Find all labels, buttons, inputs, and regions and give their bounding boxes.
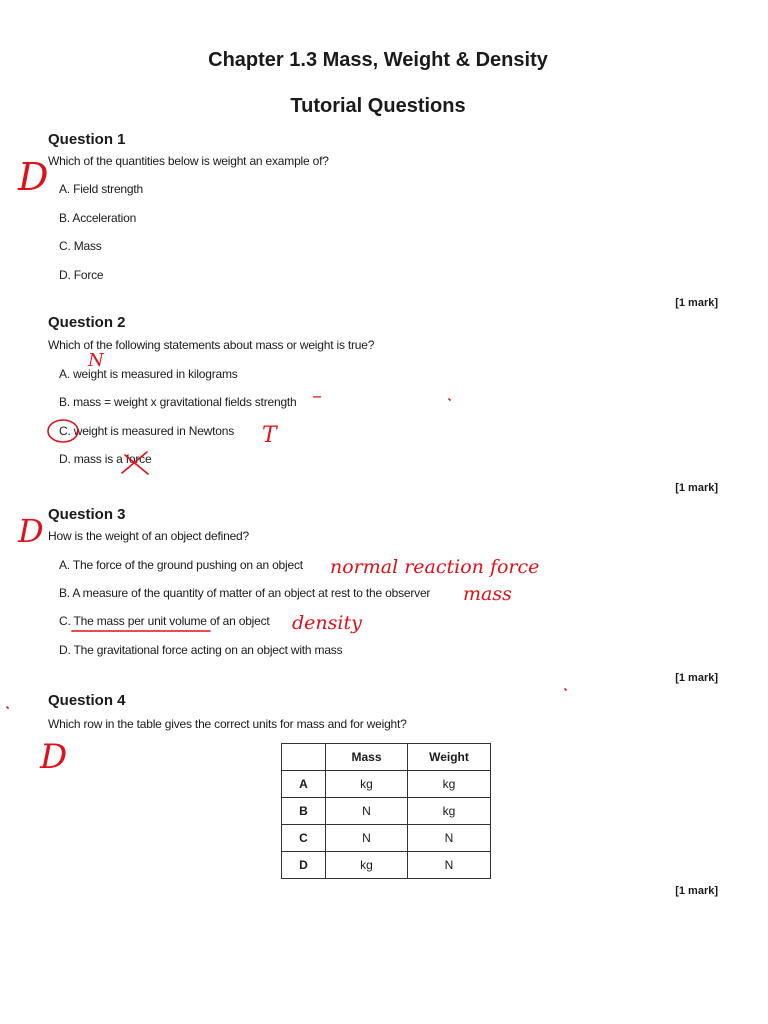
stray-ink-dots bbox=[7, 399, 566, 708]
q3-mass-annotation: mass bbox=[463, 583, 512, 605]
question-3-mark: [1 mark] bbox=[675, 672, 718, 684]
table-cell-weight: N bbox=[408, 825, 491, 852]
table-row bbox=[282, 825, 491, 852]
table-cell-mass: N bbox=[326, 798, 408, 825]
table-cell-mass: kg bbox=[326, 771, 408, 798]
question-3-text: How is the weight of an object defined? bbox=[48, 529, 249, 543]
question-1-option-b: B. Acceleration bbox=[59, 211, 137, 225]
question-3-option-b: B. A measure of the quantity of matter of an object at rest to the observer bbox=[59, 586, 431, 600]
question-2-option-d: D. mass is a force bbox=[59, 452, 152, 466]
q2-t-annotation: T bbox=[262, 423, 277, 448]
page-title: Chapter 1.3 Mass, Weight & Density bbox=[208, 49, 548, 71]
q2-dash-annotation: – bbox=[312, 383, 322, 407]
q3-normal-reaction-annotation: normal reaction force bbox=[330, 556, 540, 578]
table-row-label: B bbox=[282, 798, 326, 825]
question-1-mark: [1 mark] bbox=[675, 297, 718, 309]
table-cell-weight: kg bbox=[408, 798, 491, 825]
question-3-option-a: A. The force of the ground pushing on an object bbox=[59, 558, 303, 572]
q2-n-annotation: N bbox=[88, 350, 104, 371]
table-row bbox=[282, 798, 491, 825]
question-4-text: Which row in the table gives the correct units for mass and for weight? bbox=[48, 717, 407, 731]
q1-answer-annotation: D bbox=[18, 155, 49, 199]
table-row-label: A bbox=[282, 771, 326, 798]
question-1-text: Which of the quantities below is weight an example of? bbox=[48, 154, 329, 168]
table-cell-weight: N bbox=[408, 852, 491, 879]
question-2-mark: [1 mark] bbox=[675, 482, 718, 494]
page-subtitle: Tutorial Questions bbox=[290, 95, 466, 117]
table-cell-mass: N bbox=[326, 825, 408, 852]
table-header-weight: Weight bbox=[408, 744, 491, 771]
question-2-option-a: A. weight is measured in kilograms bbox=[59, 367, 238, 381]
question-2-option-c: C. weight is measured in Newtons bbox=[59, 424, 235, 438]
question-3-option-c: C. The mass per unit volume of an object bbox=[59, 614, 270, 628]
question-4-mark: [1 mark] bbox=[675, 885, 718, 897]
question-3-option-d: D. The gravitational force acting on an object with mass bbox=[59, 643, 343, 657]
table-cell-weight: kg bbox=[408, 771, 491, 798]
table-header-row bbox=[282, 744, 491, 771]
table-corner-cell bbox=[282, 744, 326, 771]
q3-density-annotation: density bbox=[292, 612, 362, 634]
question-1-option-a: A. Field strength bbox=[59, 182, 143, 196]
question-2-option-b: B. mass = weight x gravitational fields strength bbox=[59, 395, 297, 409]
table-header-mass: Mass bbox=[326, 744, 408, 771]
q4-answer-annotation: D bbox=[40, 737, 68, 777]
question-2-heading: Question 2 bbox=[48, 314, 126, 331]
question-1-option-c: C. Mass bbox=[59, 239, 102, 253]
q3-answer-annotation: D bbox=[18, 512, 44, 550]
question-1-heading: Question 1 bbox=[48, 131, 126, 148]
question-1-option-d: D. Force bbox=[59, 268, 104, 282]
table-cell-mass: kg bbox=[326, 852, 408, 879]
table-row-label: C bbox=[282, 825, 326, 852]
table-row bbox=[282, 852, 491, 879]
question-2-text: Which of the following statements about mass or weight is true? bbox=[48, 338, 375, 352]
question-4-heading: Question 4 bbox=[48, 692, 126, 709]
table-row-label: D bbox=[282, 852, 326, 879]
units-table bbox=[281, 743, 491, 879]
table-row bbox=[282, 771, 491, 798]
question-3-heading: Question 3 bbox=[48, 506, 126, 523]
